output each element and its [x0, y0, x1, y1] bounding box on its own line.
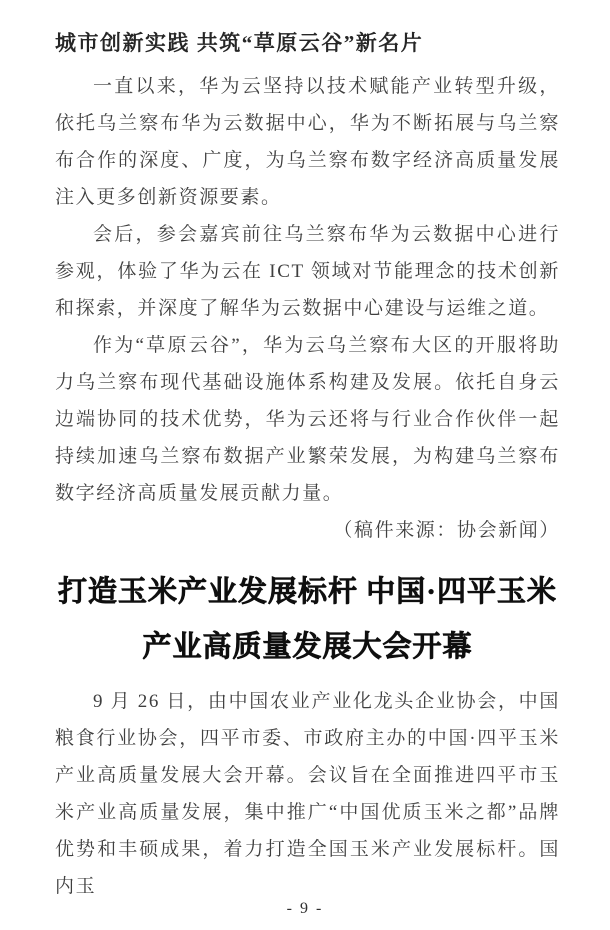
- article-1-paragraph-2: 会后，参会嘉宾前往乌兰察布华为云数据中心进行参观，体验了华为云在 ICT 领域对节能理念的技术创新和探索，并深度了解华为云数据中心建设与运维之道。: [55, 224, 560, 319]
- article-2-title: 打造玉米产业发展标杆 中国·四平玉米产业高质量发展大会开幕: [58, 576, 557, 663]
- article-1-paragraph-3: 作为“草原云谷”，华为云乌兰察布大区的开服将助力乌兰察布现代基础设施体系构建及发展。依托自身云边端协同的技术优势，华为云还将与行业合作伙伴一起持续加速乌兰察布数据产业繁荣发展，为构建乌兰察布数字经济高质量发展贡献力量。: [55, 335, 560, 504]
- article-1-paragraph-1: 一直以来，华为云坚持以技术赋能产业转型升级，依托乌兰察布华为云数据中心，华为不断拓展与乌兰察布合作的深度、广度，为乌兰察布数字经济高质量发展注入更多创新资源要素。: [55, 76, 560, 208]
- article-1-title: 城市创新实践 共筑“草原云谷”新名片: [55, 31, 424, 55]
- article-1-source-line: （稿件来源：协会新闻）: [333, 520, 560, 541]
- page-number: - 9 -: [286, 900, 324, 917]
- article-2-paragraph-1: 9 月 26 日，由中国农业产业化龙头企业协会，中国粮食行业协会，四平市委、市政府主办的中国·四平玉米产业高质量发展大会开幕。会议旨在全面推进四平市玉米产业高质量发展，集中推广“中国优质玉米之都”品牌优势和丰硕成果，着力打造全国玉米产业发展标杆。国内玉: [55, 691, 560, 897]
